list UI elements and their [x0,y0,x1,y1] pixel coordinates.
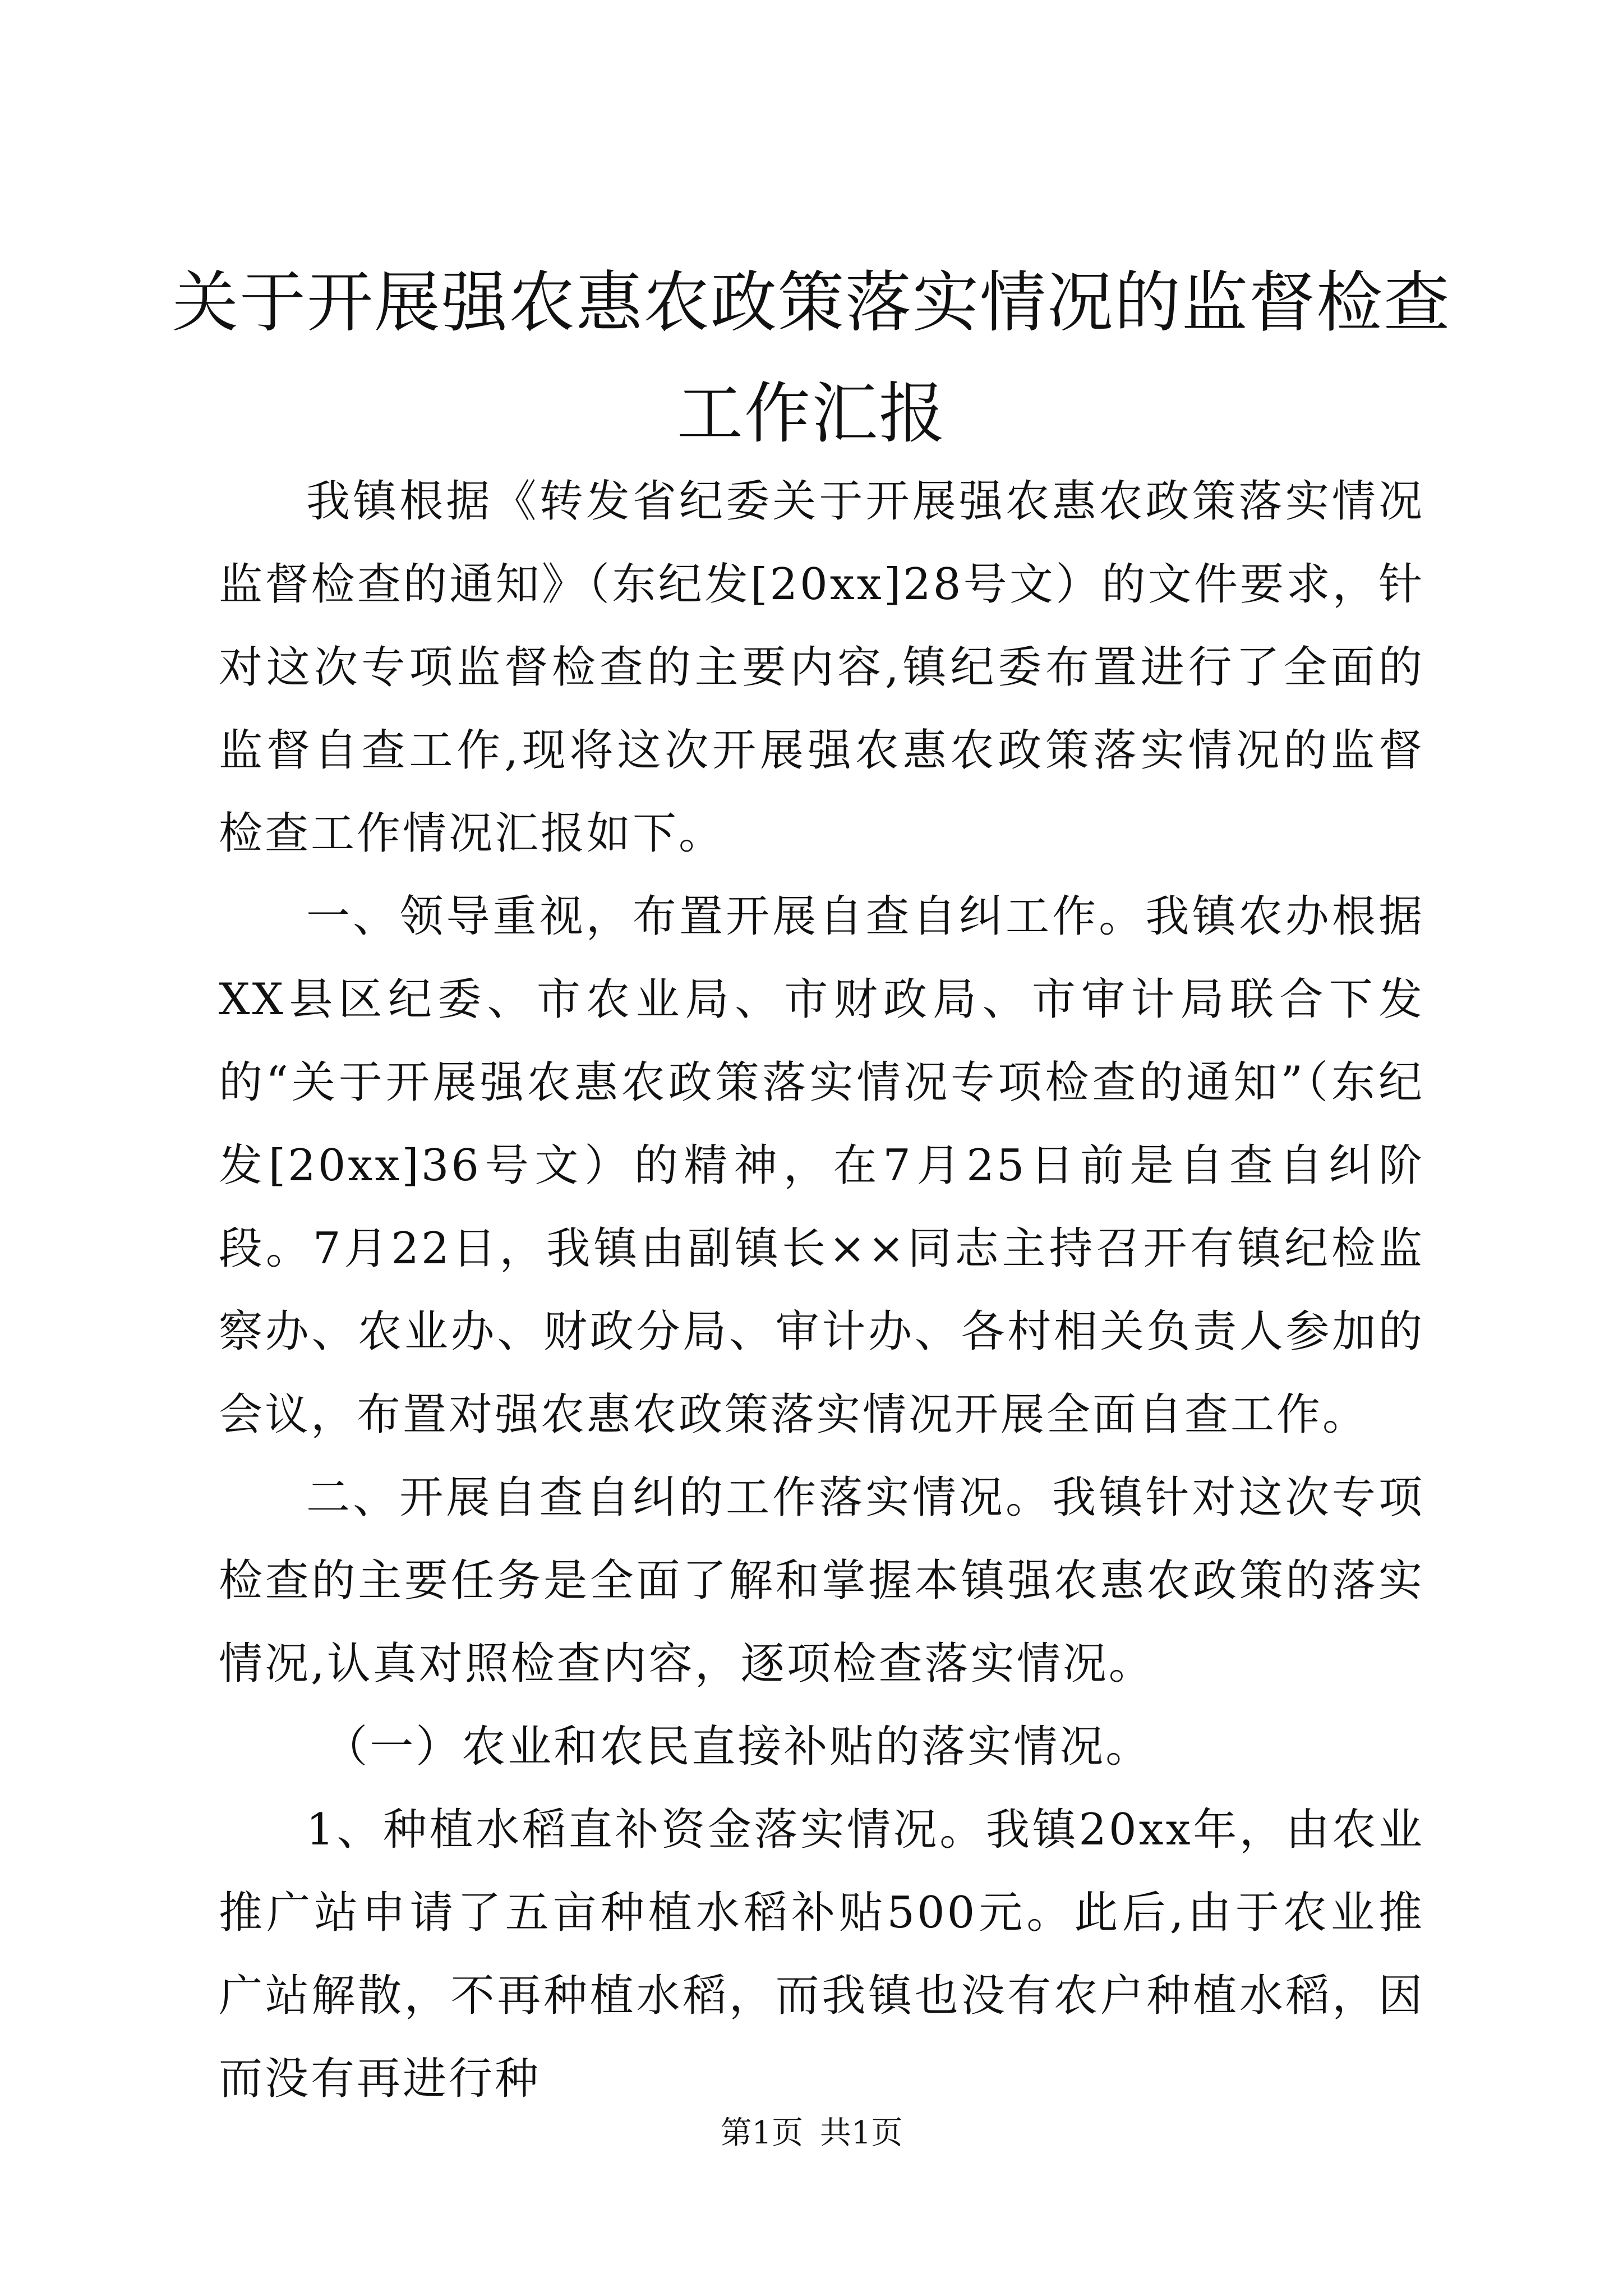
subheading-direct-subsidies: （一）农业和农民直接补贴的落实情况。 [324,1722,1152,1772]
document-title: 关于开展强农惠农政策落实情况的监督检查工作汇报 [172,264,1451,452]
paragraph-intro: 我镇根据《转发省纪委关于开展强农惠农政策落实情况监督检查的通知》（东纪发[20xx]28号文）的文件要求，针对这次专项监督检查的主要内容,镇纪委布置进行了全面的监督自查工作,现将这次开展强农惠农政策落实情况的监督检查工作情况汇报如下。 [219,476,1424,859]
page-number: 第1页 [720,2115,804,2151]
document-body [219,460,1424,2120]
page-footer [0,2114,1623,2153]
paragraph-section-2: 二、开展自查自纠的工作落实情况。我镇针对这次专项检查的主要任务是全面了解和掌握本镇强农惠农政策的落实情况,认真对照检查内容，逐项检查落实情况。 [219,1473,1424,1689]
paragraph-rice-subsidy: 1、种植水稻直补资金落实情况。我镇20xx年，由农业推广站申请了五亩种植水稻补贴500元。此后,由于农业推广站解散，不再种植水稻，而我镇也没有农户种植水稻，因而没有再进行种 [219,1805,1424,2104]
page-total: 共1页 [819,2115,903,2151]
paragraph-section-1: 一、领导重视，布置开展自查自纠工作。我镇农办根据XX县区纪委、市农业局、市财政局、市审计局联合下发的“关于开展强农惠农政策落实情况专项检查的通知”（东纪发[20xx]36号文）的精神，在7月25日前是自查自纠阶段。7月22日，我镇由副镇长××同志主持召开有镇纪检监察办、农业办、财政分局、审计办、各村相关负责人参加的会议，布置对强农惠农政策落实情况开展全面自查工作。 [219,891,1424,1440]
